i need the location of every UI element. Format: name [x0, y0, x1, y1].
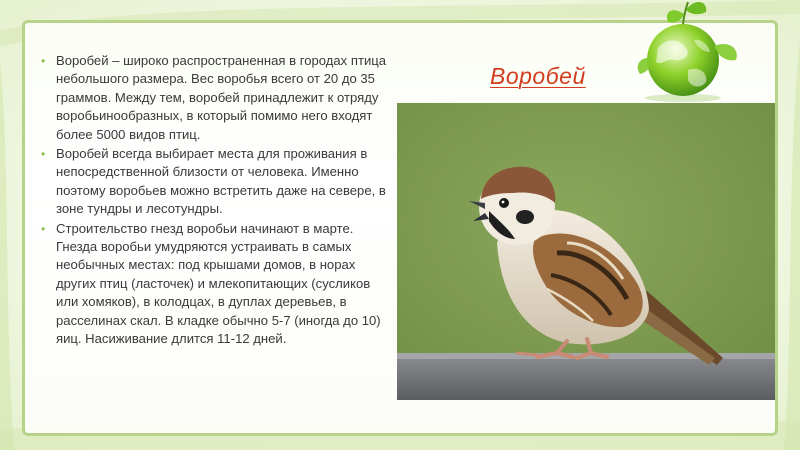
paragraph-3-text: Строительство гнезд воробьи начинают в марте. Гнезда воробьи умудряются устраивать в самых необычных местах: под крышами домов, в норах других птиц (ласточек) и млекопитающих (сусликов или хомяков), в колодцах, в дуплах деревьев, в расселинах скал. В кладке обычно 5-7 (иногда до 10) яиц. Насиживание длится 11-12 дней. [56, 220, 381, 347]
text-column [40, 52, 392, 350]
bullet-icon: • [41, 54, 46, 68]
sparrow-photo [397, 103, 775, 400]
bullet-icon: • [41, 147, 46, 162]
paragraph-2-text: Воробей всегда выбирает места для проживания в непосредственной близости от человека. Именно поэтому воробьев можно встретить даже на севере, в зоне тундры и лесотундры. [56, 146, 386, 217]
paragraph-1-text: Воробей – широко распространенная в городах птица небольшого размера. Вес воробья всего от 20 до 35 граммов. Между тем, воробей принадлежит к отряду воробьинообразных, в который помимо него входят более 5000 видов птиц. [56, 53, 387, 142]
bullet-icon: • [41, 221, 46, 236]
paragraph-2 [40, 145, 392, 219]
paragraph-1 [40, 52, 392, 144]
slide-title: Воробей [490, 63, 586, 89]
paragraph-3 [40, 220, 392, 349]
green-globe-icon [628, 0, 778, 105]
